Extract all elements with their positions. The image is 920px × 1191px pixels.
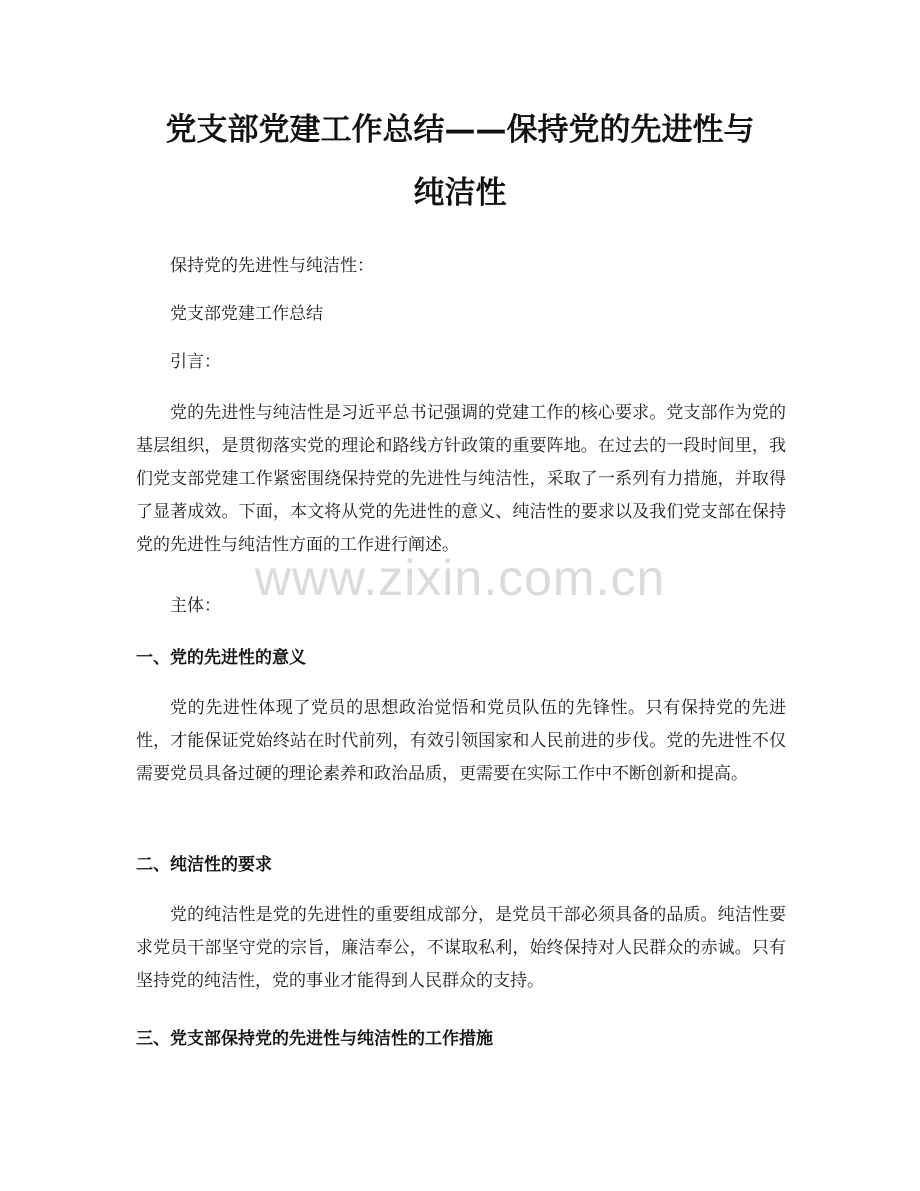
intro-label-2: 党支部党建工作总结 xyxy=(170,304,323,324)
section2-paragraph: 党的纯洁性是党的先进性的重要组成部分，是党员干部必须具备的品质。纯洁性要求党员干部坚守党的宗旨，廉洁奉公，不谋取私利，始终保持对人民群众的赤诚。只有坚持党的纯洁性，党的事业才能得到人民群众的支持。 xyxy=(136,905,786,991)
section3-heading: 三、党支部保持党的先进性与纯洁性的工作措施 xyxy=(136,1029,493,1049)
section2-heading: 二、纯洁性的要求 xyxy=(136,855,272,875)
body-label: 主体： xyxy=(170,596,221,616)
watermark: www.zixin.com.cn xyxy=(254,550,666,606)
intro-label-1: 保持党的先进性与纯洁性： xyxy=(170,256,374,276)
intro-paragraph: 党的先进性与纯洁性是习近平总书记强调的党建工作的核心要求。党支部作为党的基层组织，是贯彻落实党的理论和路线方针政策的重要阵地。在过去的一段时间里，我们党支部党建工作紧密围绕保持党的先进性与纯洁性，采取了一系列有力措施，并取得了显著成效。下面，本文将从党的先进性的意义、纯洁性的要求以及我们党支部在保持党的先进性与纯洁性方面的工作进行阐述。 xyxy=(136,403,786,555)
document-title-line1: 党支部党建工作总结——保持党的先进性与 xyxy=(165,112,755,148)
section1-paragraph: 党的先进性体现了党员的思想政治觉悟和党员队伍的先锋性。只有保持党的先进性，才能保证党始终站在时代前列，有效引领国家和人民前进的步伐。党的先进性不仅需要党员具备过硬的理论素养和政治品质，更需要在实际工作中不断创新和提高。 xyxy=(136,698,786,784)
intro-heading: 引言： xyxy=(170,352,221,372)
document-title-line2: 纯洁性 xyxy=(413,175,507,211)
section1-heading: 一、党的先进性的意义 xyxy=(136,648,306,668)
